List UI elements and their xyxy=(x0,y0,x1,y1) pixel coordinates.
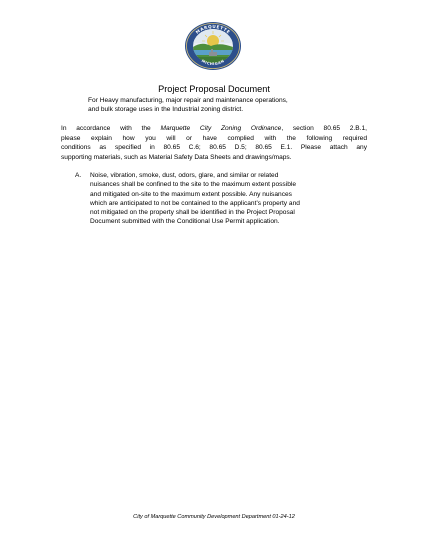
item-line: Document submitted with the Conditional Use Permit application. xyxy=(90,218,280,226)
intro-line: conditions as specified in 80.65 C.6; 80.65 D.5; 80.65 E.1. Please attach any xyxy=(61,144,367,152)
ordinance-name: Marquette City Zoning Ordinance xyxy=(160,125,282,132)
intro-text: In accordance with the xyxy=(61,125,161,132)
item-line: and mitigated on-site to the maximum extent possible. Any nuisances xyxy=(90,190,292,198)
item-line: not mitigated on the property shall be identified in the Project Proposal xyxy=(90,209,295,217)
page-footer: City of Marquette Community Development Department 01-24-12 xyxy=(133,514,295,520)
intro-text: , section 80.65 2.B.1, xyxy=(281,125,367,132)
item-text xyxy=(90,171,365,227)
item-line: Noise, vibration, smoke, dust, odors, glare, and similar or related xyxy=(90,172,279,179)
item-marker: A. xyxy=(75,172,82,179)
intro-line: please explain how you will or have complied with the following required xyxy=(61,134,367,142)
svg-text:MARQUETTE: MARQUETTE xyxy=(194,23,232,35)
item-line: which are anticipated to not be contained to the applicant’s property and xyxy=(90,199,300,207)
intro-paragraph xyxy=(61,124,367,162)
city-seal-logo xyxy=(184,21,242,71)
item-line: nuisances shall be confined to the site to the maximum extent possible xyxy=(90,181,296,189)
intro-line: supporting materials, such as Material Safety Data Sheets and drawings/maps. xyxy=(61,153,292,161)
subtitle-line: and bulk storage uses in the Industrial zoning district. xyxy=(88,106,244,113)
subtitle-line: For Heavy manufacturing, major repair and maintenance operations, xyxy=(88,97,288,104)
intro-line xyxy=(61,124,367,134)
document-subtitle xyxy=(88,96,388,114)
svg-text:MICHIGAN: MICHIGAN xyxy=(200,58,226,67)
document-title: Project Proposal Document xyxy=(158,84,270,94)
